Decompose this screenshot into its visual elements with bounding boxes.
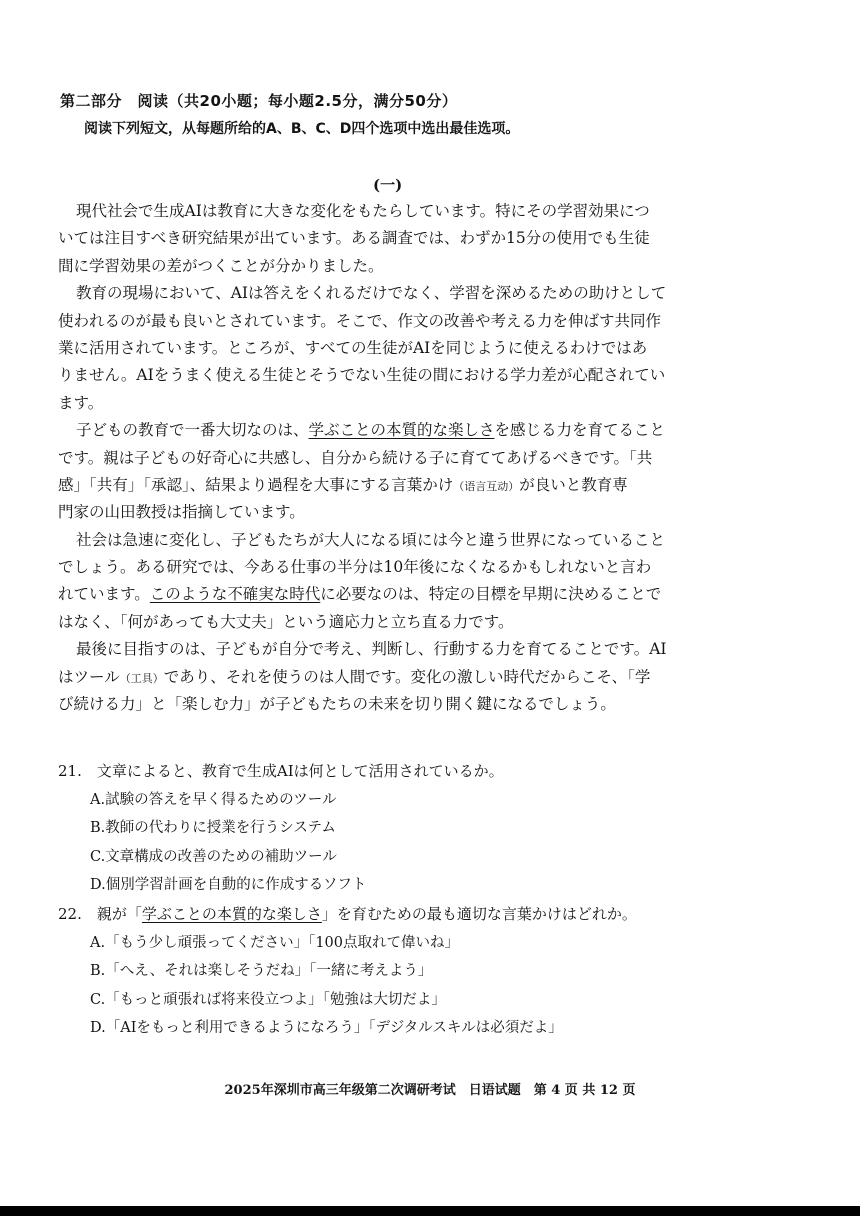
passage-text: に必要なのは、特定の目標を早期に決めることで — [320, 585, 662, 604]
passage-line: です。親は子どもの好奇心に共感し、自分から続ける子に育ててあげるべきです。「共 — [58, 448, 653, 467]
option-d[interactable]: D.「AIをもっと利用できるようになろう」「デジタルスキルは必須だよ」 — [90, 1020, 563, 1036]
question-stem: 21. 文章によると、教育で生成AIは何として活用されているか。 — [58, 762, 504, 780]
passage-line: 使われるのが最も良いとされています。そこで、作文の改善や考える力を伸ばす共同作 — [58, 311, 661, 330]
passage-line — [58, 664, 718, 691]
passage-line: 現代社会で生成AIは教育に大きな変化をもたらしています。特にその学習効果につ — [76, 202, 650, 220]
passage-line: 最後に目指すのは、子どもが自分で考え、判断し、行動する力を育てることです。AI — [76, 640, 667, 659]
passage-line: 社会は急速に変化し、子どもたちが大人になる頃には今と違う世界になっていること — [76, 530, 666, 549]
passage-line: 教育の現場において、AIは答えをくれるだけでなく、学習を深めるための助けとして — [76, 284, 667, 303]
underlined-phrase: 学ぶことの本質的な楽しさ — [141, 905, 322, 923]
underlined-phrase-uncertain-era: このような不確実な時代 — [149, 585, 321, 604]
underlined-phrase-learning-joy: 学ぶことの本質的な楽しさ — [308, 421, 495, 440]
option-d[interactable]: D.個別学習計画を自動的に作成するソフト — [90, 877, 367, 893]
passage-text: はツール — [58, 667, 120, 686]
passage-line: 業に活用されています。ところが、すべての生徒がAIを同じように使えるわけではあ — [58, 338, 648, 357]
question-22 — [58, 900, 758, 1043]
option-a[interactable]: A.「もう少し頑張ってください」「100点取れて偉いね」 — [90, 934, 460, 951]
passage-text: 子どもの教育で一番大切なのは、 — [76, 421, 309, 440]
option-b[interactable]: B.教師の代わりに授業を行うシステム — [90, 820, 336, 836]
annotation-note: （工具） — [119, 671, 164, 685]
passage-line — [58, 417, 718, 444]
passage-text: が良いと教育専 — [519, 475, 628, 494]
passage-line: 間に学習効果の差がつくことが分かりました。 — [58, 256, 384, 275]
passage-text: 感」「共有」「承認」、結果より過程を大事にする言葉かけ — [58, 475, 454, 494]
passage-number: (一) — [373, 176, 403, 194]
passage-line: ます。 — [58, 393, 104, 412]
option-c[interactable]: C.文章構成の改善のための補助ツール — [90, 848, 337, 865]
scan-edge-bar — [0, 1206, 860, 1216]
question-21 — [58, 757, 758, 900]
passage-line — [58, 472, 718, 499]
passage-line: 門家の山田教授は指摘しています。 — [58, 503, 305, 522]
passage-text: れています。 — [58, 585, 150, 604]
page-footer: 2025年深圳市高三年级第二次调研考试 日语试题 第 4 页 共 12 页 — [224, 1083, 636, 1098]
stem-text: 」を育むための最も適切な言葉かけはどれか。 — [321, 905, 637, 923]
annotation-note: （语言互动） — [453, 479, 520, 493]
option-a[interactable]: A.試験の答えを早く得るためのツール — [90, 791, 337, 808]
passage-line: いては注目すべき研究結果が出ています。ある調査では、わずか15分の使用でも生徒 — [58, 229, 650, 248]
option-c[interactable]: C.「もっと頑張れば将来役立つよ」「勉強は大切だよ」 — [90, 991, 446, 1008]
passage-line — [58, 581, 718, 608]
instruction-text: 阅读下列短文，从每题所给的A、B、C、D四个选项中选出最佳选项。 — [84, 121, 520, 137]
passage-line: び続ける力」と「楽しむ力」が子どもたちの未来を切り開く鍵になるでしょう。 — [58, 695, 616, 714]
question-stem — [58, 900, 758, 929]
stem-text: 22. 親が「 — [58, 905, 142, 923]
passage-text: であり、それを使うのは人間です。変化の激しい時代だからこそ、「学 — [163, 667, 651, 686]
reading-passage — [58, 198, 718, 718]
passage-line: りません。AIをうまく使える生徒とそうでない生徒の間における学力差が心配されてい — [58, 366, 666, 385]
passage-line: でしょう。ある研究では、今ある仕事の半分は10年後になくなるかもしれないと言わ — [58, 558, 652, 577]
section-title: 第二部分 阅读（共20小题；每小题2.5分，满分50分） — [60, 92, 458, 110]
passage-line: はなく、「何があっても大丈夫」という適応力と立ち直る力です。 — [58, 612, 514, 631]
passage-text: を感じる力を育てること — [494, 421, 666, 440]
option-b[interactable]: B.「へえ、それは楽しそうだね」「一緒に考えよう」 — [90, 963, 433, 979]
